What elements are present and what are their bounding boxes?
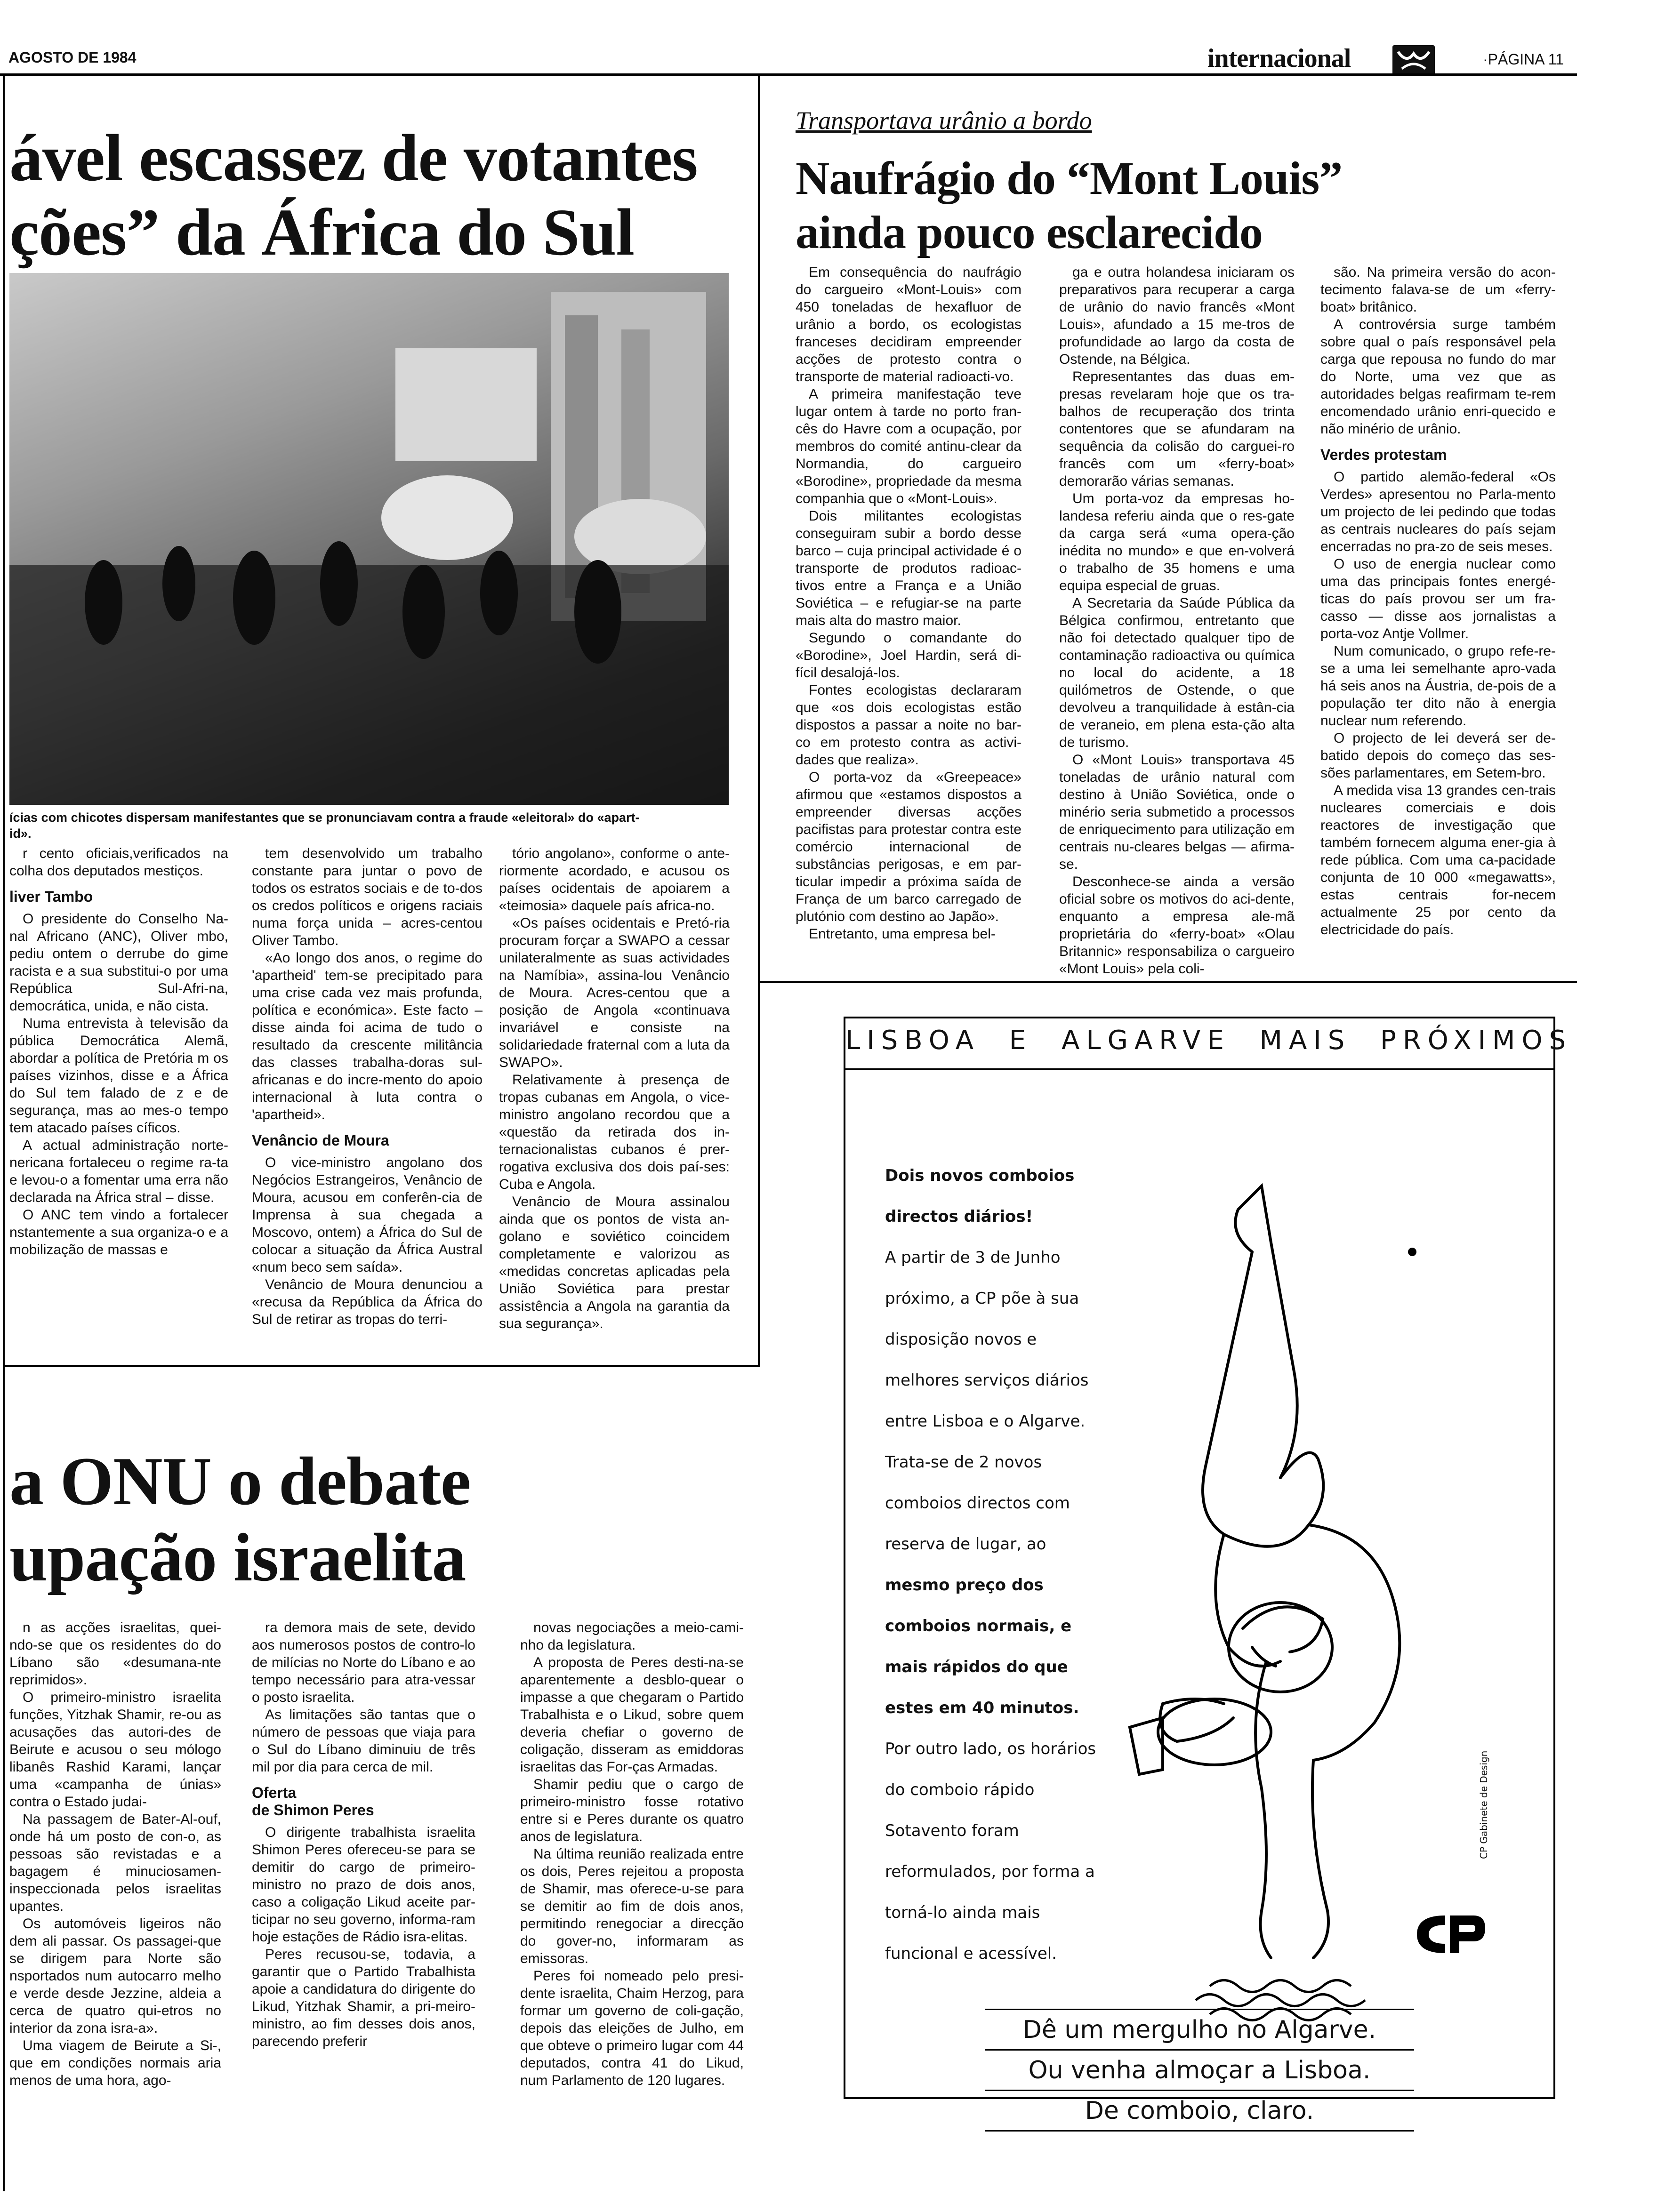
page-number: ·PÁGINA 11 <box>1483 51 1564 68</box>
ad-title: LISBOA E ALGARVE MAIS PRÓXIMOS <box>845 1025 1573 1056</box>
ad-copy-line: funcional e acessível. <box>885 1944 1057 1963</box>
ad-copy-line: disposição novos e <box>885 1330 1037 1349</box>
paragraph: «Os países ocidentais e Pretó-ria procuram forçar a SWAPO a cessar unilateralmente as suas actividades na Namíbia», assina-lou Venâncio de Moura. Acres-centou que a posição de Angola «continuava invariável e consiste na solidariedade fraternal com a luta da SWAPO». <box>499 915 730 1070</box>
kicker: Transportava urânio a bordo <box>796 106 1092 135</box>
ad-copy-line: do comboio rápido <box>885 1780 1035 1799</box>
news-photo <box>9 273 729 805</box>
paragraph: O dirigente trabalhista israelita Shimon Peres ofereceu-se para se demitir do cargo de primeiro-ministro no prazo de dois anos, caso a coligação Likud aceite par-ticipar no seu governo, informa-ram hoje estações de Rádio isra-elitas. <box>252 1825 475 1945</box>
right-article-bottom-rule <box>760 981 1577 983</box>
paragraph: Desconhece-se ainda a versão oficial sobre os motivos do aci-dente, enquanto a empresa ale-mã proprietária do «ferry-boat» «Olau Britannic» responsabiliza o cargueiro «Mont Louis» pela coli- <box>1059 874 1295 977</box>
subheading-line: Oferta <box>252 1784 297 1801</box>
paragraph: r cento oficiais,verificados na colha dos deputados mestiços. <box>9 846 228 879</box>
paragraph: Venâncio de Moura assinalou ainda que os pontos de vista an-golano e soviético coincidem completamente e valorizou as «medidas concretas aplicadas pela União Soviética para prestar assistência a Angola na garantia da sua segurança». <box>499 1194 730 1331</box>
ad-footer-line-1: Dê um mergulho no Algarve. <box>1022 2016 1376 2044</box>
subheading-line: de Shimon Peres <box>252 1802 374 1819</box>
section-logo-icon <box>1392 45 1435 75</box>
ad-copy-line: entre Lisboa e o Algarve. <box>885 1412 1086 1431</box>
africa-column-3 <box>499 845 730 1332</box>
ad-copy-line: comboios normais, e <box>885 1617 1072 1635</box>
ad-footer-rule-4 <box>985 2130 1414 2132</box>
ad-copy-line: mesmo preço dos <box>885 1576 1044 1595</box>
paragraph: Peres foi nomeado pelo presi-dente israelita, Chaim Herzog, para formar um governo de coli-gação, depois das eleições de Julho, em que obteve o primeiro lugar com 44 deputados, contra 41 do Likud, num Parlamento de 120 lugares. <box>520 1968 744 2088</box>
mont-louis-column-2 <box>1059 264 1295 978</box>
headline-mont-louis-line2: ainda pouco esclarecido <box>796 206 1263 258</box>
headline-onu-line2: upação israelita <box>9 1519 466 1595</box>
paragraph: O projecto de lei deverá ser de-batido depois do começo das ses-sões parlamentares, em Setem-bro. <box>1320 730 1556 781</box>
article-divider <box>5 1365 760 1367</box>
paragraph: A actual administração norte-nericana fortaleceu o regime ra-ta e levou-o a fomentar uma erra não declarada na África stral – disse. <box>9 1138 228 1205</box>
ad-footer-rule-2 <box>985 2049 1414 2051</box>
paragraph: A proposta de Peres desti-na-se aparentemente a desblo-quear o impasse a que chegaram o Partido Trabalhista e o Likud, sobre quem deveria chefiar o governo de coligação, disseram as emiddoras israelitas das For-ças Armadas. <box>520 1655 744 1775</box>
cp-logo <box>1412 1908 1488 1960</box>
paragraph: Entretanto, uma empresa bel- <box>809 926 996 942</box>
paragraph: O vice-ministro angolano dos Negócios Estrangeiros, Venâncio de Moura, acusou em conferên-cia de Imprensa à sua chegada a Moscovo, ontem) a África do Sul de colocar a situação da África Austral «num beco sem saída». <box>252 1155 483 1275</box>
paragraph: Peres recusou-se, todavia, a garantir que o Partido Trabalhista apoie a candidatura do dirigente do Likud, Yitzhak Shamir, a pri-meiro-ministro, ao fim desses dois anos, parecendo preferir <box>252 1947 475 2049</box>
mont-louis-column-1 <box>796 264 1022 943</box>
paragraph: n as acções israelitas, quei-ndo-se que os residentes do do Líbano são «desumana-nte reprimidos». <box>9 1620 221 1688</box>
paragraph: As limitações são tantas que o número de pessoas que viaja para o Sul do Líbano diminuiu de três mil por dia para cerca de mil. <box>252 1707 475 1775</box>
subheading: Venâncio de Moura <box>252 1132 389 1149</box>
paragraph: Um porta-voz da empresas ho-landesa referiu ainda que o res-gate da carga será «uma opera-ção inédita no mundo» e que en-volverá o trabalho de 35 homens e uma equipa especial de gruas. <box>1059 491 1295 593</box>
headline-africa-line1: ável escassez de votantes <box>9 120 698 195</box>
paragraph: Em consequência do naufrágio do cargueiro «Mont-Louis» com 450 toneladas de hexafluor de urânio a bordo, os ecologistas franceses decidiram empreender acções de protesto contra o transporte de material radioacti-vo. <box>796 264 1022 385</box>
ad-credit: CP Gabinete de Design <box>1478 1750 1489 1859</box>
paragraph: Venâncio de Moura denunciou a «recusa da República da África do Sul de retirar as tropas do terri- <box>252 1277 483 1327</box>
header-rule <box>0 73 1577 76</box>
subheading <box>252 1784 475 1819</box>
paragraph: A controvérsia surge também sobre qual o país responsável pela carga que repousa no fundo do mar do Norte, uma vez que as autoridades belgas reafirmam te-rem encomendado urânio enri-quecido e não minério de urânio. <box>1320 317 1556 437</box>
ad-copy-line: reserva de lugar, ao <box>885 1535 1046 1554</box>
ad-copy-line: A partir de 3 de Junho <box>885 1248 1061 1267</box>
subheading: Verdes protestam <box>1320 446 1447 463</box>
paragraph: ga e outra holandesa iniciaram os preparativos para recuperar a carga de urânio do navio francês «Mont Louis», afundado a 15 me-tros de profundidade ao largo da costa de Ostende, na Bélgica. <box>1059 264 1295 367</box>
headline-africa-line2: ções” da África do Sul <box>9 195 634 269</box>
paragraph: Numa entrevista à televisão da pública Democrática Alemã, abordar a política de Pretória m os países vizinhos, disse e a África do Sul tem falado de z e de segurança, mas ao mes-o tempo tem atacado países cíficos. <box>9 1016 228 1136</box>
africa-column-1 <box>9 845 228 1258</box>
ad-copy-line: mais rápidos do que <box>885 1658 1068 1676</box>
paragraph: O porta-voz da «Greepeace» afirmou que «estamos dispostos a empreender diversas acções pacifistas para protestar contra este comércio internacional de substâncias perigosas, e em par-ticular impedir a próxima saída de França de um barco carregado de plutónio com destino ao Japão». <box>796 769 1022 924</box>
diver-illustration <box>1111 1177 1450 2024</box>
paragraph: são. Na primeira versão do acon-tecimento falava-se de um «ferry-boat» britânico. <box>1320 264 1556 315</box>
paragraph: O presidente do Conselho Na-nal Africano (ANC), Oliver mbo, pediu ontem o derrube do gime racista e a sua substitui-o por uma República Sul-Afri-na, democrática, unida, e não cista. <box>9 911 228 1014</box>
ad-footer-rule-1 <box>985 2009 1414 2010</box>
header-date: AGOSTO DE 1984 <box>8 49 137 66</box>
subheading: liver Tambo <box>9 888 93 905</box>
paragraph: Dois militantes ecologistas conseguiram subir a bordo desse barco – cuja principal actividade é o transporte de produtos radioac-tivos entre a França e a União Soviética – e refugiar-se na parte mais alta do mastro maior. <box>796 508 1022 628</box>
ad-copy-line: próximo, a CP põe à sua <box>885 1289 1079 1308</box>
column-divider <box>758 76 760 1366</box>
headline-mont-louis-line1: Naufrágio do “Mont Louis” <box>796 152 1343 204</box>
mont-louis-column-3 <box>1320 264 1556 938</box>
ad-copy-line: directos diários! <box>885 1207 1033 1226</box>
paragraph: Shamir pediu que o cargo de primeiro-ministro fosse rotativo entre si e Peres durante os quatro anos de legislatura. <box>520 1777 744 1844</box>
africa-column-2 <box>252 845 483 1328</box>
ad-copy-line: Dois novos comboios <box>885 1166 1075 1185</box>
paragraph: Fontes ecologistas declararam que «os dois ecologistas estão dispostos a passar a noite no bar-co em protesto contra as activi-dades que realiza». <box>796 682 1022 768</box>
onu-column-2 <box>252 1619 475 2050</box>
ad-copy-line: Trata-se de 2 novos <box>885 1453 1042 1472</box>
headline-onu-line1: a ONU o debate <box>9 1443 471 1519</box>
ad-copy-line: Por outro lado, os horários <box>885 1739 1096 1758</box>
ad-footer-line-3: De comboio, claro. <box>1085 2097 1314 2125</box>
paragraph: Segundo o comandante do «Borodine», Joel Hardin, será di-fícil desalojá-los. <box>796 630 1022 681</box>
paragraph: O «Mont Louis» transportava 45 toneladas de urânio natural com destino à União Soviética, onde o minério seria submetido a processos de enriquecimento para utilização em centrais nu-cleares belgas — afirma-se. <box>1059 752 1295 872</box>
ad-copy-line: Sotavento foram <box>885 1821 1019 1840</box>
paragraph: Relativamente à presença de tropas cubanas em Angola, o vice-ministro angolano recordou que a «questão da retirada dos in-ternacionalistas cubanos é prer-rogativa exclusiva dos dois paí-ses: Cuba e Angola. <box>499 1072 730 1192</box>
paragraph: Os automóveis ligeiros não dem ali passar. Os passagei-que se dirigem para Norte são nsportados num autocarro melho e verde desde Jezzine, aldeia a cerca de quatro qui-etros no interior da zona isra-a». <box>9 1916 221 2036</box>
paragraph: tório angolano», conforme o ante-riormente acordado, e acusou os países ocidentais de apoiarem a «teimosia» daquele país africa-no. <box>499 846 730 914</box>
paragraph: A Secretaria da Saúde Pública da Bélgica confirmou, entretanto que não foi detectado qualquer tipo de contaminação radioactiva ou química no local do acidente, a 18 quilómetros de Ostende, o que devolveu a tranquilidade à estân-cia de veraneio, em plena esta-ção alta de turismo. <box>1059 595 1295 750</box>
paragraph: tem desenvolvido um trabalho constante para juntar o povo de todos os estratos sociais e de to-dos os credos políticos e origens raciais numa força unida – acres-centou Oliver Tambo. <box>252 846 483 948</box>
ad-copy-line: estes em 40 minutos. <box>885 1699 1079 1717</box>
paragraph: Uma viagem de Beirute a Si-, que em condições normais aria menos de uma hora, ago- <box>9 2038 221 2088</box>
left-edge-rule <box>3 73 5 2191</box>
ad-copy-line: reformulados, por forma a <box>885 1862 1095 1881</box>
paragraph: O primeiro-ministro israelita funções, Yitzhak Shamir, re-ou as acusações das autori-des de Beirute e acusou o seu mólogo libanês Rashid Karami, lançar uma «campanha de únias» contra o Estado judai- <box>9 1690 221 1810</box>
section-title: internacional <box>1207 44 1351 73</box>
paragraph: novas negociações a meio-cami-nho da legislatura. <box>520 1620 744 1653</box>
paragraph: Na passagem de Bater-Al-ouf, onde há um posto de con-o, as pessoas são revistadas e a bagagem é minuciosamen-inspeccionada pelos israelitas upantes. <box>9 1811 221 1914</box>
paragraph: Num comunicado, o grupo refe-re-se a uma lei semelhante apro-vada há seis anos na Áustria, de-pois de a população ter dito não à energia nuclear num referendo. <box>1320 643 1556 729</box>
paragraph: Representantes das duas em-presas revelaram hoje que os tra-balhos de recuperação dos trinta contentores que se afundaram na sequência da colisão do carguei-ro francês com um «ferry-boat» demorarão várias semanas. <box>1059 369 1295 489</box>
ad-copy-line: melhores serviços diários <box>885 1371 1089 1390</box>
paragraph: A medida visa 13 grandes cen-trais nucleares comerciais e dois reactores de investigação que também fornecem alguma ener-gia à rede pública. Com uma ca-pacidade conjunta de 10 000 «megawatts», estas centrais for-necem actualmente 25 por cento da electricidade do país. <box>1320 783 1556 938</box>
paragraph: A primeira manifestação teve lugar ontem à tarde no porto fran-cês do Havre com a ocupação, por membros do comité antinu-clear da Normandia, do cargueiro «Borodine», propriedade da mesma companhia que o «Mont-Louis». <box>796 386 1022 506</box>
paragraph: O ANC tem vindo a fortalecer nstantemente a sua organiza-o e a mobilização de massas e <box>9 1207 228 1258</box>
paragraph: O uso de energia nuclear como uma das principais fontes energé-ticas do país provou ser um fra-casso — disse aos jornalistas a porta-voz Antje Vollmer. <box>1320 556 1556 641</box>
paragraph: Na última reunião realizada entre os dois, Peres rejeitou a proposta de Shamir, mas oferece-u-se para se demitir ao fim de dois anos, permitindo renegociar a direcção do gover-no, informaram as emissoras. <box>520 1846 744 1966</box>
onu-column-3 <box>520 1619 744 2089</box>
ad-footer-line-2: Ou venha almoçar a Lisboa. <box>1028 2056 1371 2084</box>
ad-copy-line: torná-lo ainda mais <box>885 1903 1040 1922</box>
ad-footer-rule-3 <box>985 2090 1414 2091</box>
onu-column-1 <box>9 1619 221 2089</box>
ad-title-rule <box>845 1068 1553 1070</box>
photo-caption: ícias com chicotes dispersam manifestantes que se pronunciavam contra a fraude «eleitoral» do «apart- id». <box>9 810 640 841</box>
paragraph: O partido alemão-federal «Os Verdes» apresentou no Parla-mento um projecto de lei pedindo que todas as centrais nucleares do país sejam encerradas no pra-zo de seis meses. <box>1320 469 1556 554</box>
paragraph: ra demora mais de sete, devido aos numerosos postos de contro-lo de milícias no Norte do Líbano e ao tempo necessário para atra-vessar o posto israelita. <box>252 1620 475 1705</box>
ad-copy-line: comboios directos com <box>885 1494 1070 1513</box>
paragraph: «Ao longo dos anos, o regime do 'apartheid' tem-se precipitado para uma crise cada vez mais profunda, política e económica». Este facto – disse ainda foi acima de tudo o resultado da crescente militância das classes trabalha-doras sul-africanas e do incre-mento do apoio internacional à luta contra o 'apartheid». <box>252 950 483 1122</box>
